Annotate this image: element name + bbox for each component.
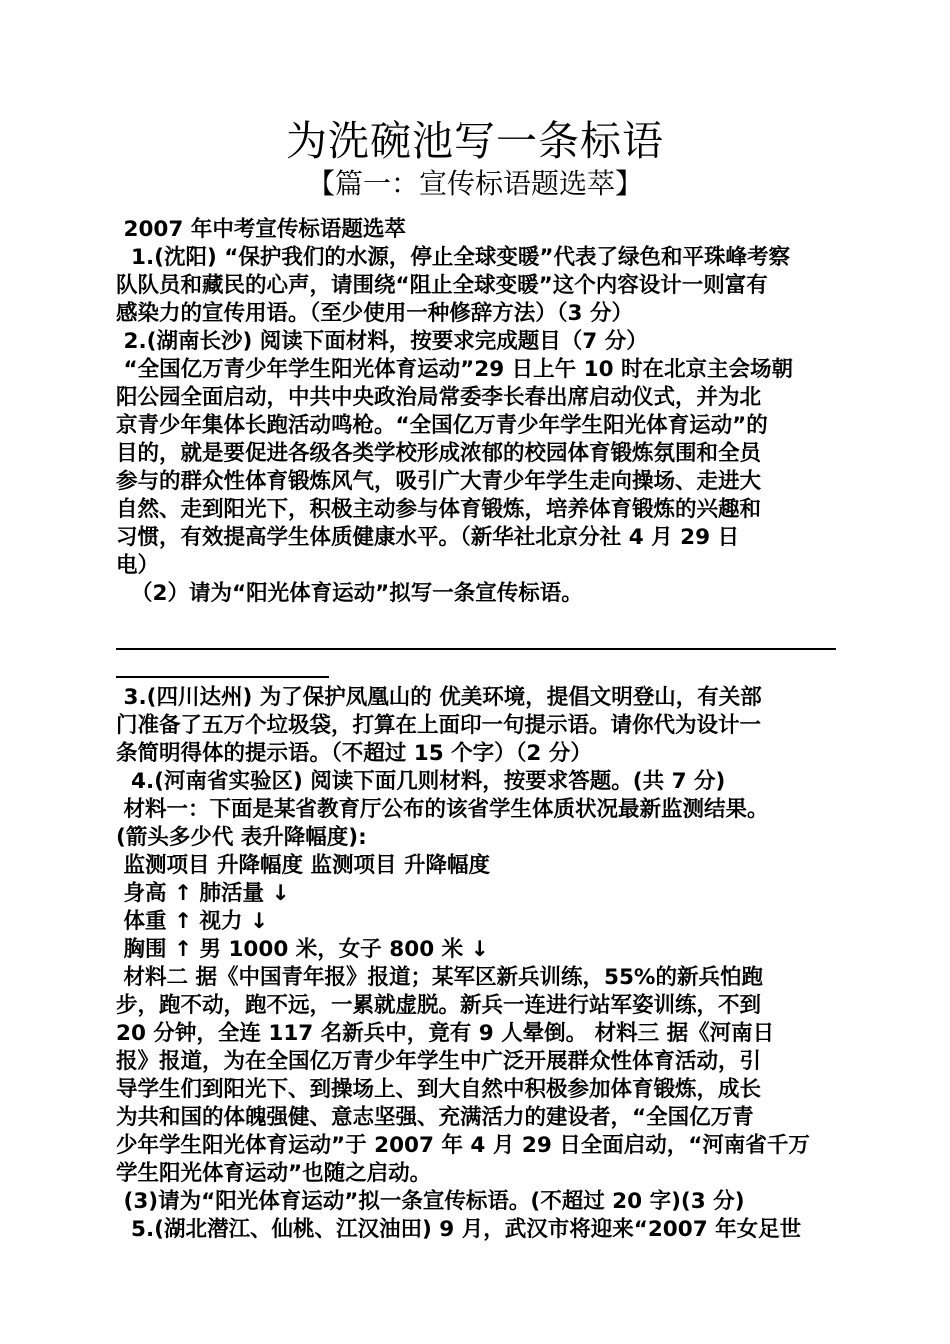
text-line: 为共和国的体魄强健、意志坚强、充满活力的建设者，“全国亿万青 <box>116 1105 754 1130</box>
text-line: 20 分钟，全连 117 名新兵中，竟有 9 人晕倒。 材料三 据《河南日 <box>116 1021 775 1046</box>
text-block-before-blank <box>116 216 842 608</box>
text-line: 监测项目 升降幅度 监测项目 升降幅度 <box>116 853 490 878</box>
text-line: 体重 ↑ 视力 ↓ <box>116 909 268 934</box>
text-line: 1.(沈阳) “保护我们的水源，停止全球变暖”代表了绿色和平珠峰考察 <box>116 245 791 270</box>
text-line: 2007 年中考宣传标语题选萃 <box>116 217 406 242</box>
text-line: 少年学生阳光体育运动”于 2007 年 4 月 29 日全面启动，“河南省千万 <box>116 1133 810 1158</box>
text-line: 参与的群众性体育锻炼风气，吸引广大青少年学生走向操场、走进大 <box>116 469 762 494</box>
text-line: 导学生们到阳光下、到操场上、到大自然中积极参加体育锻炼，成长 <box>116 1077 762 1102</box>
text-line: (箭头多少代 表升降幅度): <box>116 825 367 850</box>
text-line: 材料一：下面是某省教育厅公布的该省学生体质状况最新监测结果。 <box>116 797 769 822</box>
text-line: 身高 ↑ 肺活量 ↓ <box>116 881 290 906</box>
text-line: （2）请为“阳光体育运动”拟写一条宣传标语。 <box>116 581 583 606</box>
text-line: 队队员和藏民的心声，请围绕“阻止全球变暖”这个内容设计一则富有 <box>116 273 768 298</box>
text-line: 5.(湖北潜江、仙桃、江汉油田) 9 月，武汉市将迎来“2007 年女足世 <box>116 1217 802 1242</box>
text-line: 目的，就是要促进各级各类学校形成浓郁的校园体育锻炼氛围和全员 <box>116 441 762 466</box>
page-subtitle: 【篇一：宣传标语题选萃】 <box>306 167 643 200</box>
page-title: 为洗碗池写一条标语 <box>286 117 664 165</box>
answer-blank-line-end <box>116 676 329 678</box>
text-line: 材料二 据《中国青年报》报道；某军区新兵训练，55%的新兵怕跑 <box>116 965 763 990</box>
text-line: 3.(四川达州) 为了保护凤凰山的 优美环境，提倡文明登山，有关部 <box>116 685 762 710</box>
text-line: 门准备了五万个垃圾袋，打算在上面印一句提示语。请你代为设计一 <box>116 713 762 738</box>
text-line: 阳公园全面启动，中共中央政治局常委李长春出席启动仪式，并为北 <box>116 385 762 410</box>
text-line: 胸围 ↑ 男 1000 米，女子 800 米 ↓ <box>116 937 489 962</box>
text-line: 感染力的宣传用语。（至少使用一种修辞方法）（3 分） <box>116 301 633 326</box>
text-line: 条简明得体的提示语。（不超过 15 个字）（2 分） <box>116 741 592 766</box>
text-line: 习惯，有效提高学生体质健康水平。（新华社北京分社 4 月 29 日 <box>116 525 740 550</box>
text-line: “全国亿万青少年学生阳光体育运动”29 日上午 10 时在北京主会场朝 <box>116 357 794 382</box>
text-line: 电） <box>116 553 160 578</box>
text-line: 学生阳光体育运动”也随之启动。 <box>116 1161 432 1186</box>
text-line: 自然、走到阳光下，积极主动参与体育锻炼，培养体育锻炼的兴趣和 <box>116 497 762 522</box>
text-block-after-blank <box>116 684 842 1244</box>
answer-blank-line <box>116 648 836 650</box>
text-line: 报》报道，为在全国亿万青少年学生中广泛开展群众性体育活动，引 <box>116 1049 762 1074</box>
text-line: 步，跑不动，跑不远，一累就虚脱。新兵一连进行站军姿训练，不到 <box>116 993 762 1018</box>
text-line: 4.(河南省实验区) 阅读下面几则材料，按要求答题。(共 7 分) <box>116 769 726 794</box>
text-line: (3)请为“阳光体育运动”拟一条宣传标语。(不超过 20 字)(3 分) <box>116 1189 745 1214</box>
document-body <box>116 216 842 1244</box>
text-line: 京青少年集体长跑活动鸣枪。“全国亿万青少年学生阳光体育运动”的 <box>116 413 768 438</box>
text-line: 2.(湖南长沙) 阅读下面材料，按要求完成题目（7 分） <box>116 329 648 354</box>
